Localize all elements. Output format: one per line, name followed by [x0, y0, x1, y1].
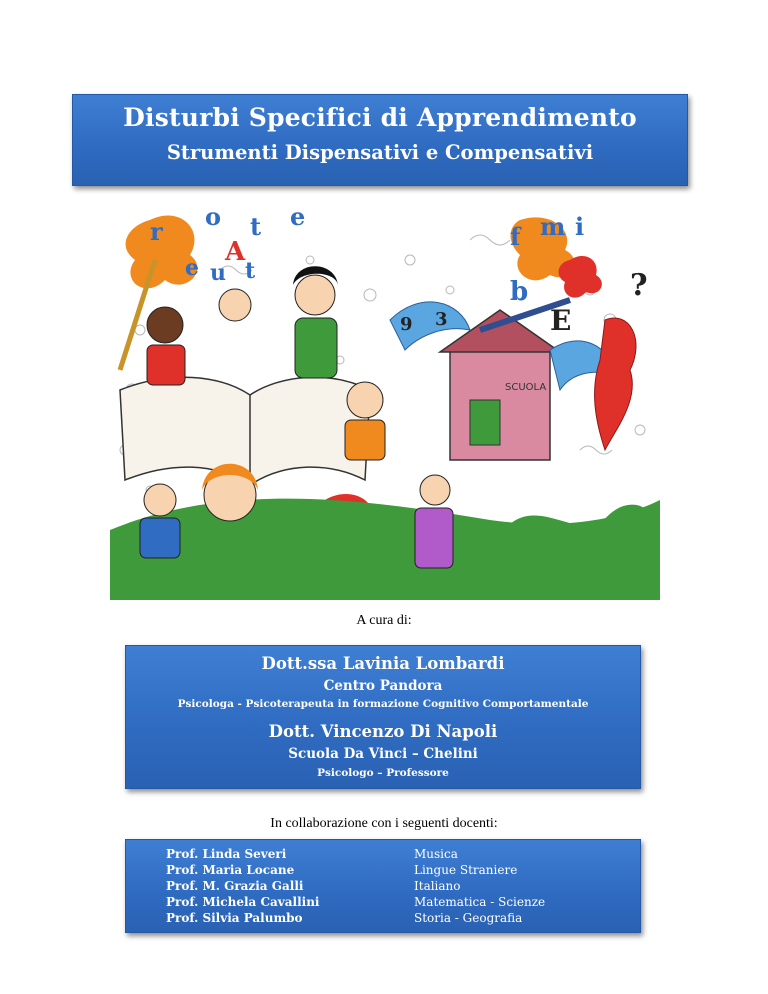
svg-text:i: i — [575, 212, 585, 241]
svg-text:e: e — [290, 202, 306, 231]
teacher-subject: Storia - Geografia — [414, 911, 523, 925]
svg-text:9: 9 — [400, 314, 413, 335]
author-name: Dott. Vincenzo Di Napoli — [268, 722, 498, 741]
svg-text:t: t — [250, 212, 262, 241]
teacher-subject: Musica — [414, 847, 458, 861]
teacher-name: Prof. Maria Locane — [166, 863, 295, 877]
teacher-name: Prof. Silvia Palumbo — [166, 911, 303, 925]
teacher-name: Prof. M. Grazia Galli — [166, 879, 304, 893]
svg-text:?: ? — [630, 268, 648, 303]
child-face — [219, 289, 251, 321]
school-sign: SCUOLA — [505, 382, 547, 393]
red-phoenix — [595, 318, 636, 450]
child-face — [147, 307, 183, 343]
teacher-subject: Matematica - Scienze — [414, 895, 546, 909]
svg-text:f: f — [510, 222, 521, 251]
author-organization: Centro Pandora — [323, 678, 443, 694]
title-banner — [72, 94, 688, 186]
author-name: Dott.ssa Lavinia Lombardi — [261, 654, 505, 673]
svg-text:e: e — [185, 255, 199, 281]
teachers-box — [125, 839, 641, 933]
svg-text:t: t — [245, 258, 256, 284]
child-face — [347, 382, 383, 418]
child-face — [144, 484, 176, 516]
teacher-name: Prof. Linda Severi — [166, 847, 287, 861]
child-face — [420, 475, 450, 505]
svg-text:m: m — [540, 212, 566, 241]
teacher-subject: Italiano — [414, 879, 461, 893]
teacher-face — [295, 275, 335, 315]
authors-box — [125, 645, 641, 789]
curated-by-label: A cura di: — [356, 613, 412, 628]
svg-text:3: 3 — [435, 309, 448, 330]
teacher-names-column — [166, 846, 320, 926]
author-organization: Scuola Da Vinci – Chelini — [288, 746, 478, 762]
children-learning-illustration-icon — [110, 200, 660, 600]
author-role: Psicologo – Professore — [317, 767, 449, 779]
svg-text:A: A — [225, 237, 246, 267]
teacher-name: Prof. Michela Cavallini — [166, 895, 320, 909]
author-role: Psicologa - Psicoterapeuta in formazione Cognitivo Comportamentale — [177, 698, 589, 710]
green-ground — [110, 499, 660, 600]
svg-text:E: E — [550, 304, 572, 337]
collaboration-label: In collaborazione con i seguenti docenti: — [270, 816, 498, 831]
teacher-subject: Lingue Straniere — [414, 863, 518, 877]
red-splash-right — [559, 256, 602, 298]
document-title: Disturbi Specifici di Apprendimento — [123, 103, 637, 132]
svg-text:b: b — [510, 277, 529, 307]
teacher-subjects-column — [414, 846, 545, 926]
document-subtitle: Strumenti Dispensativi e Compensativi — [166, 141, 594, 164]
svg-text:o: o — [205, 202, 222, 231]
svg-text:r: r — [150, 217, 163, 246]
svg-text:u: u — [210, 260, 226, 286]
